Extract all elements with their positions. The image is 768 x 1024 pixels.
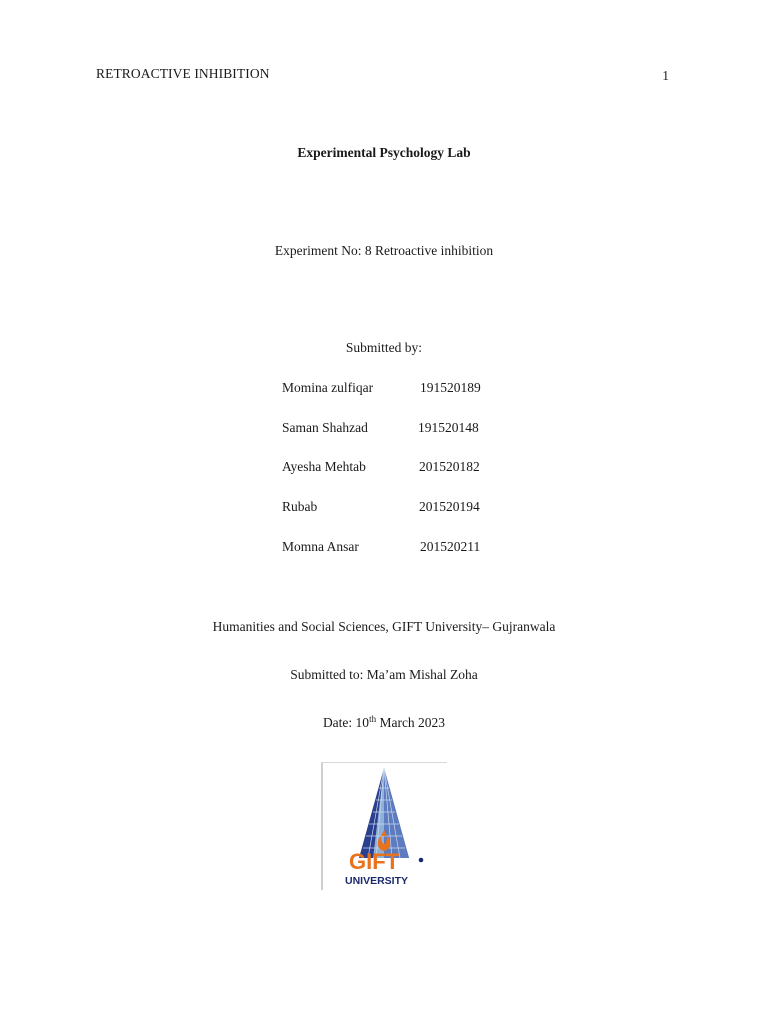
date-line <box>0 715 768 731</box>
running-head: RETROACTIVE INHIBITION <box>96 66 270 81</box>
date-prefix: Date: 10 <box>322 715 370 730</box>
member-name: Saman Shahzad <box>282 419 368 435</box>
member-row <box>282 539 542 579</box>
member-name: Rubab <box>282 499 318 515</box>
member-name: Ayesha Mehtab <box>282 459 366 475</box>
member-row <box>282 420 542 460</box>
logo-frame-edge <box>321 762 447 763</box>
member-name: Momina zulfiqar <box>282 380 374 395</box>
logo-brand-text: GIFT <box>349 849 400 874</box>
member-id: 201520194 <box>419 499 480 515</box>
member-name: Momna Ansar <box>282 538 359 554</box>
member-id: 191520189 <box>420 380 481 395</box>
member-id: 201520211 <box>420 538 481 554</box>
submitted-by-label: Submitted by: <box>345 340 423 355</box>
member-row <box>282 499 542 539</box>
date-suffix: March 2023 <box>376 715 446 730</box>
date-superscript: th <box>369 714 377 724</box>
member-row <box>282 459 542 499</box>
experiment-line: Experiment No: 8 Retroactive inhibition <box>274 243 494 258</box>
member-id: 191520148 <box>418 419 479 435</box>
page-number: 1 <box>662 68 669 83</box>
affiliation-line: Humanities and Social Sciences, GIFT University– Gujranwala <box>212 619 556 634</box>
logo-sub-text: UNIVERSITY <box>345 875 409 887</box>
member-row <box>282 380 542 420</box>
submitted-to-line: Submitted to: Ma’am Mishal Zoha <box>290 667 478 682</box>
gift-university-logo <box>321 762 447 890</box>
member-list <box>282 380 542 578</box>
document-title: Experimental Psychology Lab <box>297 145 471 160</box>
logo-frame-edge <box>321 762 323 890</box>
member-id: 201520182 <box>419 459 480 475</box>
